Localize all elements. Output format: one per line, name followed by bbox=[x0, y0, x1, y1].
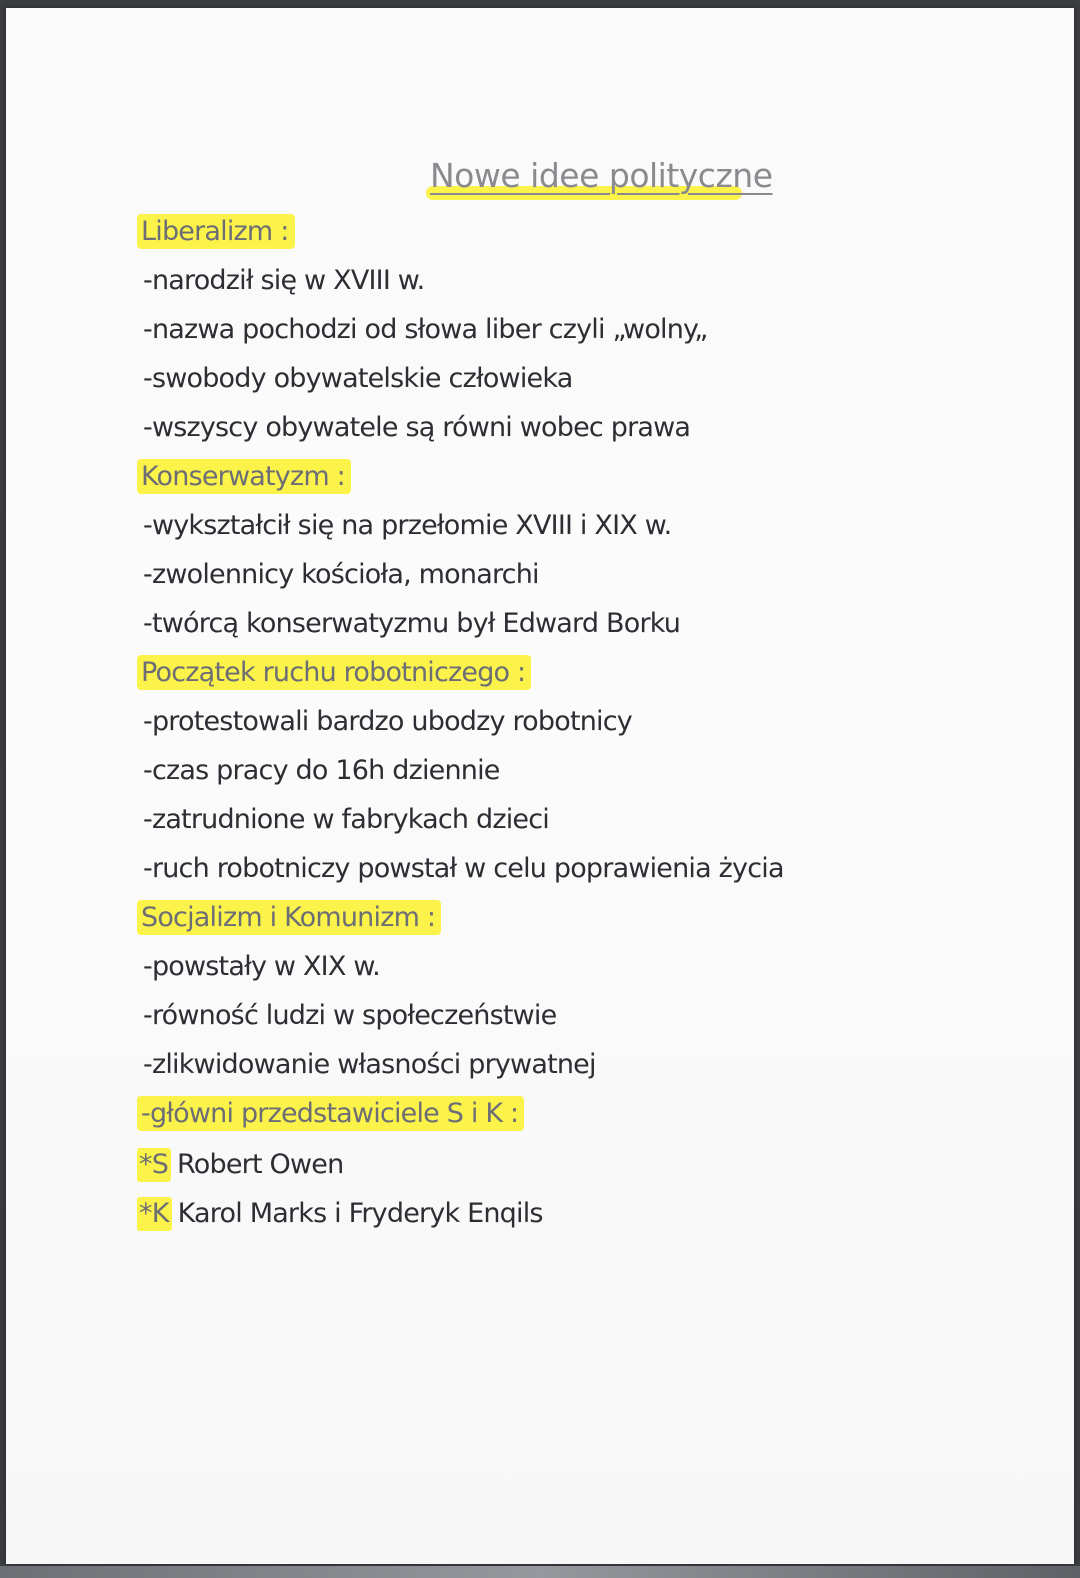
subheading-representatives bbox=[143, 1097, 524, 1131]
list-item: -zwolennicy kościoła, monarchi bbox=[143, 559, 539, 590]
list-item: -twórcą konserwatyzmu był Edward Borku bbox=[143, 608, 681, 639]
desk-edge bbox=[0, 1566, 1080, 1578]
representative-item bbox=[139, 1197, 543, 1231]
list-item: -nazwa pochodzi od słowa liber czyli „wolny„ bbox=[143, 314, 708, 345]
list-item: -zatrudnione w fabrykach dzieci bbox=[143, 804, 549, 835]
heading-highlight: Początek ruchu robotniczego : bbox=[137, 655, 531, 690]
section-heading-ruch-robotniczy bbox=[143, 656, 531, 690]
list-item: -zlikwidowanie własności prywatnej bbox=[143, 1049, 596, 1080]
heading-highlight: Liberalizm : bbox=[137, 214, 295, 249]
marker-badge: *S bbox=[137, 1148, 171, 1182]
representative-names: Karol Marks i Fryderyk Enqils bbox=[177, 1198, 543, 1229]
heading-highlight: Konserwatyzm : bbox=[137, 459, 351, 494]
heading-highlight: -główni przedstawiciele S i K : bbox=[137, 1096, 524, 1131]
list-item: -protestowali bardzo ubodzy robotnicy bbox=[143, 706, 632, 737]
list-item: -równość ludzi w społeczeństwie bbox=[143, 1000, 557, 1031]
list-item: -ruch robotniczy powstał w celu poprawienia życia bbox=[143, 853, 784, 884]
list-item: -swobody obywatelskie człowieka bbox=[143, 363, 573, 394]
marker-badge: *K bbox=[137, 1197, 172, 1231]
section-heading-socjalizm-komunizm bbox=[143, 901, 441, 935]
page-title: Nowe idee polityczne bbox=[430, 156, 773, 195]
section-heading-konserwatyzm bbox=[143, 460, 351, 494]
representative-item bbox=[139, 1148, 344, 1182]
list-item: -wszyscy obywatele są równi wobec prawa bbox=[143, 412, 691, 443]
list-item: -czas pracy do 16h dziennie bbox=[143, 755, 500, 786]
section-heading-liberalizm bbox=[143, 215, 295, 249]
list-item: -narodził się w XVIII w. bbox=[143, 265, 425, 296]
representative-names: Robert Owen bbox=[177, 1149, 344, 1180]
heading-highlight: Socjalizm i Komunizm : bbox=[137, 900, 441, 935]
list-item: -powstały w XIX w. bbox=[143, 951, 380, 982]
list-item: -wykształcił się na przełomie XVIII i XIX w. bbox=[143, 510, 672, 541]
